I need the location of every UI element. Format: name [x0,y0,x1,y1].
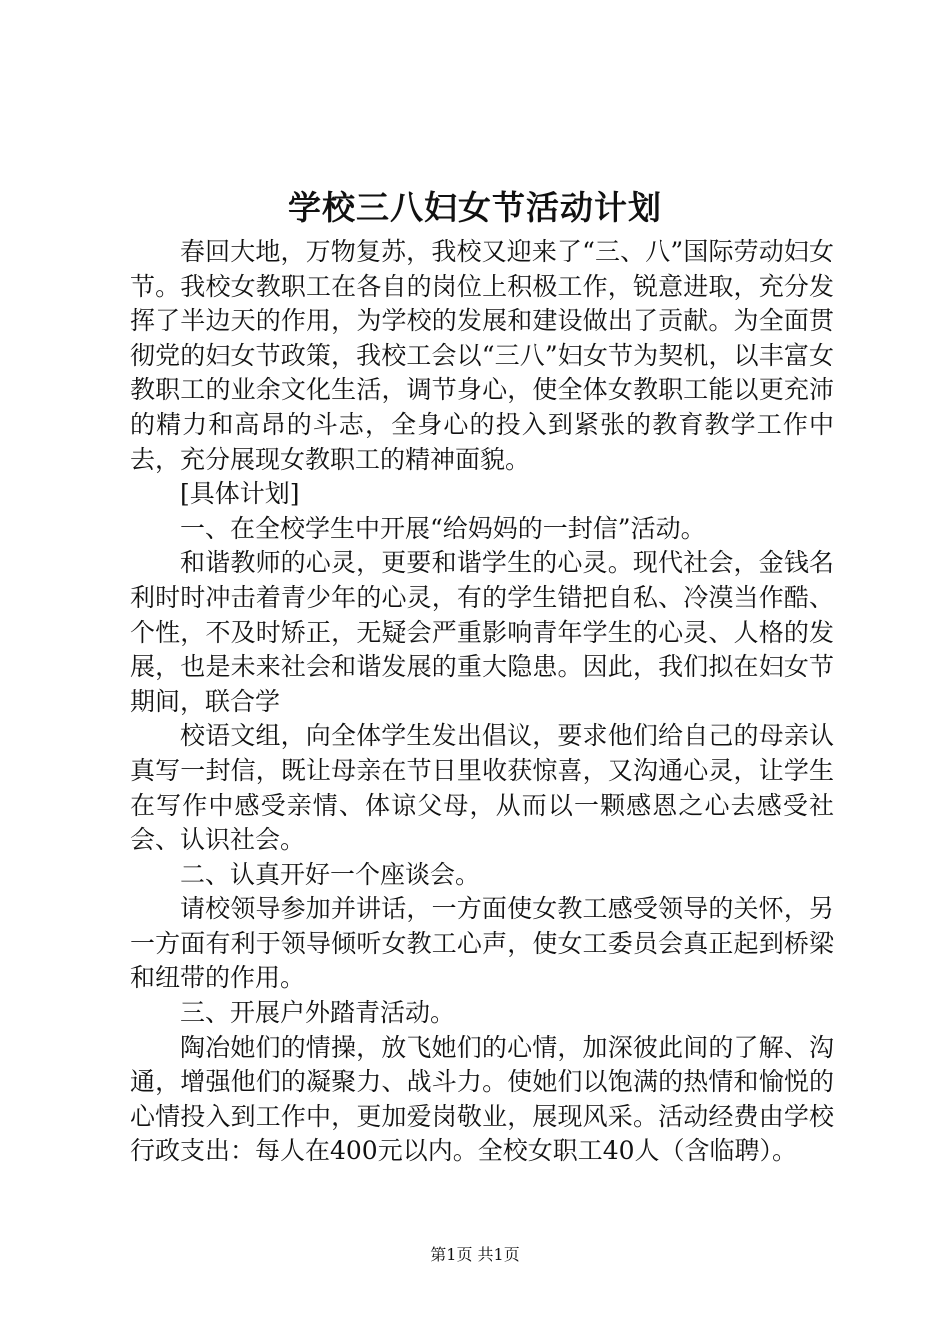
plan-heading: [具体计划] [180,479,300,509]
page-footer: 第1页 共1页 [430,1245,520,1264]
section-1-paragraph-2: 校语文组，向全体学生发出倡议，要求他们给自己的母亲认真写一封信，既让母亲在节日里收获惊喜，又沟通心灵，让学生在写作中感受亲情、体谅父母，从而以一颗感恩之心去感受社会、认识社会。 [130,721,834,855]
section-3-paragraph: 陶冶她们的情操，放飞她们的心情，加深彼此间的了解、沟通，增强他们的凝聚力、战斗力。使她们以饱满的热情和愉悦的心情投入到工作中，更加爱岗敬业，展现风采。活动经费由学校行政支出：每人在400元以内。全校女职工40人（含临聘）。 [130,1032,834,1166]
section-2-paragraph: 请校领导参加并讲话，一方面使女教工感受领导的关怀，另一方面有利于领导倾听女教工心声，使女工委员会真正起到桥梁和纽带的作用。 [130,894,834,993]
intro-paragraph: 春回大地，万物复苏，我校又迎来了“三、八”国际劳动妇女节。我校女教职工在各自的岗位上积极工作，锐意进取，充分发挥了半边天的作用，为学校的发展和建设做出了贡献。为全面贯彻党的妇女节政策，我校工会以“三八”妇女节为契机，以丰富女教职工的业余文化生活，调节身心，使全体女教职工能以更充沛的精力和高昂的斗志，全身心的投入到紧张的教育教学工作中去，充分展现女教职工的精神面貌。 [130,237,834,474]
section-1-paragraph-1: 和谐教师的心灵，更要和谐学生的心灵。现代社会，金钱名利时时冲击着青少年的心灵，有的学生错把自私、冷漠当作酷、个性，不及时矫正，无疑会严重影响青年学生的心灵、人格的发展，也是未来社会和谐发展的重大隐患。因此，我们拟在妇女节期间，联合学 [130,548,834,716]
document-title: 学校三八妇女节活动计划 [288,188,662,227]
section-heading-3: 三、开展户外踏青活动。 [180,998,456,1028]
section-heading-1: 一、在全校学生中开展“给妈妈的一封信”活动。 [180,513,706,543]
document-body [130,235,834,1169]
section-heading-2: 二、认真开好一个座谈会。 [180,859,481,889]
